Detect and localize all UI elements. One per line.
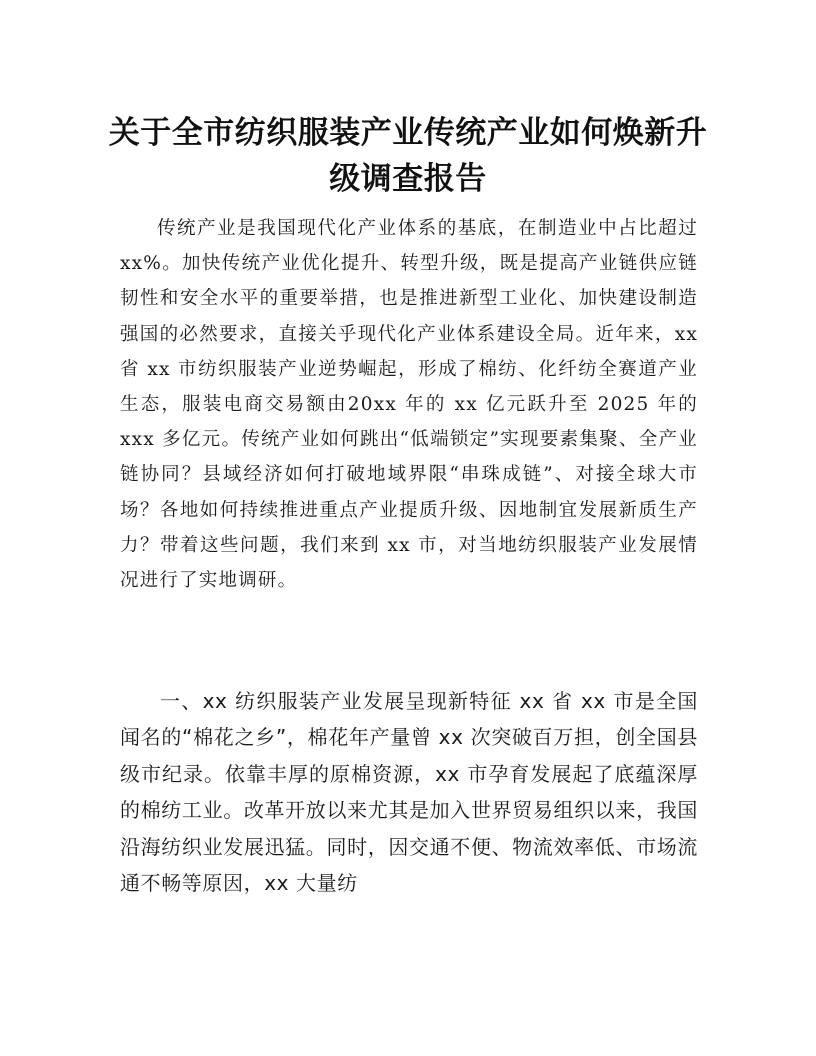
paragraph-section-one: 一、xx 纺织服装产业发展呈现新特征 xx 省 xx 市是全国闻名的“棉花之乡”，棉花年产量曾 xx 次突破百万担，创全国县级市纪录。依靠丰厚的原棉资源，xx 市孕育发展起了底蕴深厚的棉纺工业。改革开放以来尤其是加入世界贸易组织以来，我国沿海纺织业发展迅猛。同时，因交通不便、物流效率低、市场流通不畅等原因，xx 大量纺 — [120, 689, 698, 896]
document-title: 关于全市纺织服装产业传统产业如何焕新升级调查报告 — [108, 115, 708, 197]
paragraph-intro: 传统产业是我国现代化产业体系的基底，在制造业中占比超过 xx%。加快传统产业优化提升、转型升级，既是提高产业链供应链韧性和安全水平的重要举措，也是推进新型工业化、加快建设制造强国的必然要求，直接关乎现代化产业体系建设全局。近年来，xx 省 xx 市纺织服装产业逆势崛起，形成了棉纺、化纤纺全赛道产业生态，服装电商交易额由20xx 年的 xx 亿元跃升至 2025 年的 xxx 多亿元。传统产业如何跳出“低端锁定”实现要素集聚、全产业链协同？县域经济如何打破地域界限“串珠成链”、对接全球大市场？各地如何持续推进重点产业提质升级、因地制宜发展新质生产力？带着这些问题，我们来到 xx 市，对当地纺织服装产业发展情况进行了实地调研。 — [120, 218, 698, 592]
